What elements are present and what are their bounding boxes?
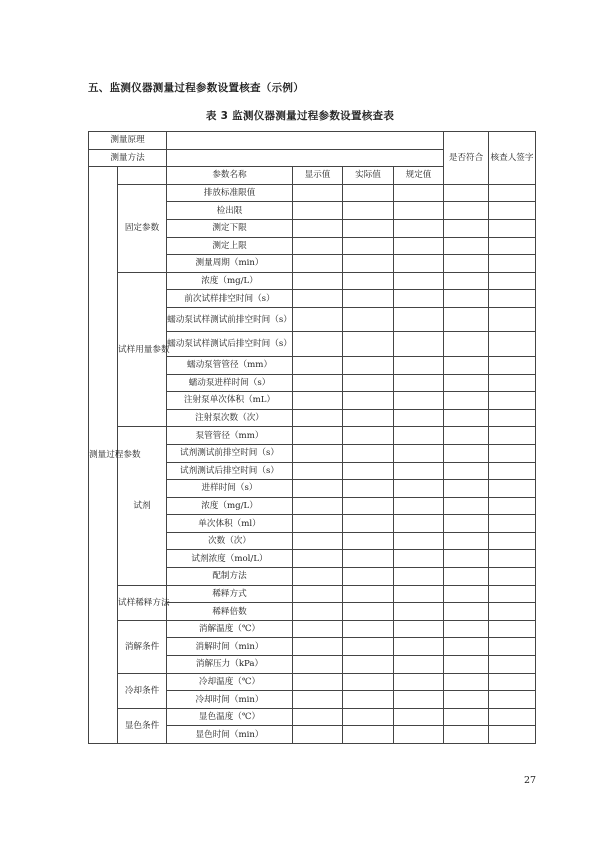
param-name: 蠕动泵试样测试后排空时间（s） (167, 332, 293, 357)
checker-sign-cell[interactable] (489, 603, 536, 621)
actual-value-cell[interactable] (343, 392, 394, 410)
param-name: 冷却时间（min） (167, 691, 293, 709)
param-name: 注射泵单次体积（mL） (167, 392, 293, 410)
conform-cell[interactable] (444, 237, 489, 255)
conform-cell[interactable] (444, 532, 489, 550)
table-caption: 表 3 监测仪器测量过程参数设置核查表 (205, 110, 395, 122)
conform-cell[interactable] (444, 673, 489, 691)
param-name: 泵管管径（mm） (167, 427, 293, 445)
param-name: 测量周期（min） (167, 255, 293, 273)
actual-value-cell[interactable] (343, 356, 394, 374)
display-value-cell[interactable] (293, 673, 343, 691)
param-name: 配制方法 (167, 568, 293, 586)
specified-value-cell[interactable] (394, 726, 444, 744)
group-label-dilution: 试样稀释方法 (118, 585, 167, 620)
actual-value-cell[interactable] (343, 568, 394, 586)
param-name: 消解压力（kPa） (167, 656, 293, 674)
group-label-color: 显色条件 (118, 708, 167, 743)
method-value-cell[interactable] (167, 149, 444, 167)
specified-value-cell[interactable] (394, 356, 444, 374)
display-value-cell[interactable] (293, 184, 343, 202)
group-label-sample: 试样用量参数 (118, 272, 167, 427)
actual-value-cell[interactable] (343, 444, 394, 462)
param-name: 浓度（mg/L） (167, 497, 293, 515)
param-row (89, 585, 536, 603)
specified-value-cell[interactable] (394, 497, 444, 515)
display-value-cell[interactable] (293, 409, 343, 427)
specified-value-cell[interactable] (394, 656, 444, 674)
display-value-cell[interactable] (293, 374, 343, 392)
param-row (89, 427, 536, 445)
specified-value-cell[interactable] (394, 332, 444, 357)
conform-cell[interactable] (444, 480, 489, 498)
specified-value-cell[interactable] (394, 374, 444, 392)
section-heading: 五、监测仪器测量过程参数设置核查（示例） (88, 82, 304, 94)
actual-value-cell[interactable] (343, 480, 394, 498)
param-name: 注射泵次数（次） (167, 409, 293, 427)
actual-value-cell[interactable] (343, 202, 394, 220)
specified-value-cell[interactable] (394, 532, 444, 550)
param-name: 单次体积（ml） (167, 515, 293, 533)
display-value-cell[interactable] (293, 515, 343, 533)
actual-value-cell[interactable] (343, 307, 394, 332)
actual-value-cell[interactable] (343, 620, 394, 638)
specified-value-cell[interactable] (394, 255, 444, 273)
checker-sign-cell[interactable] (489, 691, 536, 709)
param-name: 稀释方式 (167, 585, 293, 603)
checker-sign-cell[interactable] (489, 272, 536, 290)
param-name: 消解温度（℃） (167, 620, 293, 638)
conform-cell[interactable] (444, 409, 489, 427)
param-name: 进样时间（s） (167, 480, 293, 498)
param-name: 检出限 (167, 202, 293, 220)
specified-value-cell[interactable] (394, 290, 444, 308)
param-name: 冷却温度（℃） (167, 673, 293, 691)
actual-value-cell[interactable] (343, 374, 394, 392)
param-name-header: 参数名称 (167, 167, 293, 185)
principle-value-cell[interactable] (167, 132, 444, 150)
specified-value-cell[interactable] (394, 585, 444, 603)
specified-value-cell[interactable] (394, 568, 444, 586)
display-value-cell[interactable] (293, 726, 343, 744)
display-value-cell[interactable] (293, 691, 343, 709)
group-label-cooling: 冷却条件 (118, 673, 167, 708)
conform-cell[interactable] (444, 219, 489, 237)
display-value-cell[interactable] (293, 219, 343, 237)
checker-sign-cell[interactable] (489, 620, 536, 638)
param-name: 次数（次） (167, 532, 293, 550)
conform-cell[interactable] (444, 656, 489, 674)
actual-value-cell[interactable] (343, 409, 394, 427)
conform-cell[interactable] (444, 332, 489, 357)
checker-sign-cell[interactable] (489, 568, 536, 586)
display-value-cell[interactable] (293, 638, 343, 656)
param-name: 浓度（mg/L） (167, 272, 293, 290)
checker-sign-cell[interactable] (489, 427, 536, 445)
actual-value-cell[interactable] (343, 691, 394, 709)
specified-value-cell[interactable] (394, 307, 444, 332)
display-value-cell[interactable] (293, 392, 343, 410)
specified-value-cell[interactable] (394, 409, 444, 427)
specified-value-cell[interactable] (394, 480, 444, 498)
conform-cell[interactable] (444, 444, 489, 462)
checker-sign-cell[interactable] (489, 307, 536, 332)
specified-value-header: 规定值 (394, 167, 444, 185)
checker-sign-cell[interactable] (489, 515, 536, 533)
display-value-cell[interactable] (293, 568, 343, 586)
actual-value-cell[interactable] (343, 497, 394, 515)
checker-sign-cell[interactable] (489, 356, 536, 374)
checker-sign-cell[interactable] (489, 332, 536, 357)
specified-value-cell[interactable] (394, 237, 444, 255)
actual-value-cell[interactable] (343, 184, 394, 202)
conform-cell[interactable] (444, 691, 489, 709)
actual-value-cell[interactable] (343, 332, 394, 357)
param-name: 测定下限 (167, 219, 293, 237)
checker-sign-cell[interactable] (489, 184, 536, 202)
checker-sign-cell[interactable] (489, 656, 536, 674)
principle-label: 测量原理 (89, 132, 167, 150)
conform-cell[interactable] (444, 374, 489, 392)
param-row (89, 184, 536, 202)
conform-cell[interactable] (444, 638, 489, 656)
specified-value-cell[interactable] (394, 444, 444, 462)
param-name: 排放标准限值 (167, 184, 293, 202)
display-value-cell[interactable] (293, 356, 343, 374)
display-value-cell[interactable] (293, 272, 343, 290)
display-value-cell[interactable] (293, 202, 343, 220)
conform-cell[interactable] (444, 585, 489, 603)
conform-cell[interactable] (444, 515, 489, 533)
param-row (89, 620, 536, 638)
specified-value-cell[interactable] (394, 603, 444, 621)
actual-value-cell[interactable] (343, 726, 394, 744)
checker-sign-cell[interactable] (489, 392, 536, 410)
checker-sign-cell[interactable] (489, 673, 536, 691)
group-label-reagent: 试剂 (118, 427, 167, 585)
conform-cell[interactable] (444, 462, 489, 480)
checker-sign-cell[interactable] (489, 638, 536, 656)
checker-sign-cell[interactable] (489, 202, 536, 220)
group-label-fixed: 固定参数 (118, 184, 167, 272)
checker-sign-cell[interactable] (489, 409, 536, 427)
display-value-cell[interactable] (293, 255, 343, 273)
conform-header: 是否符合 (444, 132, 489, 185)
param-name: 测定上限 (167, 237, 293, 255)
actual-value-cell[interactable] (343, 290, 394, 308)
display-value-cell[interactable] (293, 290, 343, 308)
actual-value-cell[interactable] (343, 272, 394, 290)
parameter-check-table (88, 131, 536, 744)
param-row (89, 272, 536, 290)
checker-sign-cell[interactable] (489, 255, 536, 273)
specified-value-cell[interactable] (394, 691, 444, 709)
actual-value-cell[interactable] (343, 550, 394, 568)
conform-cell[interactable] (444, 272, 489, 290)
checker-sign-cell[interactable] (489, 708, 536, 726)
param-name: 蠕动泵试样测试前排空时间（s） (167, 307, 293, 332)
principle-row (89, 132, 536, 150)
conform-cell[interactable] (444, 550, 489, 568)
conform-cell[interactable] (444, 392, 489, 410)
group-label-digestion: 消解条件 (118, 620, 167, 673)
checker-sign-cell[interactable] (489, 462, 536, 480)
param-name: 显色温度（℃） (167, 708, 293, 726)
actual-value-cell[interactable] (343, 532, 394, 550)
param-name: 稀释倍数 (167, 603, 293, 621)
display-value-cell[interactable] (293, 462, 343, 480)
display-value-cell[interactable] (293, 237, 343, 255)
page-number: 27 (524, 775, 537, 786)
specified-value-cell[interactable] (394, 673, 444, 691)
checker-sign-cell[interactable] (489, 585, 536, 603)
display-value-cell[interactable] (293, 444, 343, 462)
display-value-cell[interactable] (293, 550, 343, 568)
specified-value-cell[interactable] (394, 392, 444, 410)
specified-value-cell[interactable] (394, 272, 444, 290)
param-row (89, 708, 536, 726)
conform-cell[interactable] (444, 497, 489, 515)
display-value-cell[interactable] (293, 532, 343, 550)
actual-value-cell[interactable] (343, 656, 394, 674)
actual-value-cell[interactable] (343, 673, 394, 691)
actual-value-cell[interactable] (343, 515, 394, 533)
actual-value-cell[interactable] (343, 219, 394, 237)
conform-cell[interactable] (444, 427, 489, 445)
conform-cell[interactable] (444, 603, 489, 621)
conform-cell[interactable] (444, 290, 489, 308)
actual-value-cell[interactable] (343, 255, 394, 273)
display-value-cell[interactable] (293, 427, 343, 445)
checker-sign-cell[interactable] (489, 550, 536, 568)
actual-value-cell[interactable] (343, 237, 394, 255)
checker-sign-cell[interactable] (489, 497, 536, 515)
display-value-header: 显示值 (293, 167, 343, 185)
specified-value-cell[interactable] (394, 550, 444, 568)
param-name: 消解时间（min） (167, 638, 293, 656)
conform-cell[interactable] (444, 255, 489, 273)
conform-cell[interactable] (444, 726, 489, 744)
display-value-cell[interactable] (293, 307, 343, 332)
blank-group-header (118, 167, 167, 185)
checker-sign-header: 核查人签字 (489, 132, 536, 185)
checker-sign-cell[interactable] (489, 219, 536, 237)
display-value-cell[interactable] (293, 656, 343, 674)
actual-value-header: 实际值 (343, 167, 394, 185)
conform-cell[interactable] (444, 307, 489, 332)
param-row (89, 673, 536, 691)
actual-value-cell[interactable] (343, 708, 394, 726)
checker-sign-cell[interactable] (489, 290, 536, 308)
actual-value-cell[interactable] (343, 427, 394, 445)
specified-value-cell[interactable] (394, 638, 444, 656)
display-value-cell[interactable] (293, 585, 343, 603)
specified-value-cell[interactable] (394, 708, 444, 726)
specified-value-cell[interactable] (394, 219, 444, 237)
actual-value-cell[interactable] (343, 603, 394, 621)
checker-sign-cell[interactable] (489, 444, 536, 462)
conform-cell[interactable] (444, 184, 489, 202)
process-params-label: 测量过程参数 (89, 167, 118, 744)
conform-cell[interactable] (444, 356, 489, 374)
param-name: 试剂测试后排空时间（s） (167, 462, 293, 480)
conform-cell[interactable] (444, 620, 489, 638)
display-value-cell[interactable] (293, 497, 343, 515)
checker-sign-cell[interactable] (489, 726, 536, 744)
param-name: 蠕动泵管管径（mm） (167, 356, 293, 374)
specified-value-cell[interactable] (394, 184, 444, 202)
specified-value-cell[interactable] (394, 202, 444, 220)
actual-value-cell[interactable] (343, 638, 394, 656)
method-label: 测量方法 (89, 149, 167, 167)
param-name: 试剂测试前排空时间（s） (167, 444, 293, 462)
specified-value-cell[interactable] (394, 515, 444, 533)
conform-cell[interactable] (444, 202, 489, 220)
checker-sign-cell[interactable] (489, 237, 536, 255)
checker-sign-cell[interactable] (489, 532, 536, 550)
specified-value-cell[interactable] (394, 462, 444, 480)
actual-value-cell[interactable] (343, 462, 394, 480)
display-value-cell[interactable] (293, 480, 343, 498)
conform-cell[interactable] (444, 568, 489, 586)
param-name: 前次试样排空时间（s） (167, 290, 293, 308)
specified-value-cell[interactable] (394, 427, 444, 445)
display-value-cell[interactable] (293, 332, 343, 357)
conform-cell[interactable] (444, 708, 489, 726)
param-name: 显色时间（min） (167, 726, 293, 744)
actual-value-cell[interactable] (343, 585, 394, 603)
checker-sign-cell[interactable] (489, 374, 536, 392)
param-name: 蠕动泵进样时间（s） (167, 374, 293, 392)
display-value-cell[interactable] (293, 620, 343, 638)
param-name: 试剂浓度（mol/L） (167, 550, 293, 568)
display-value-cell[interactable] (293, 708, 343, 726)
checker-sign-cell[interactable] (489, 480, 536, 498)
specified-value-cell[interactable] (394, 620, 444, 638)
display-value-cell[interactable] (293, 603, 343, 621)
